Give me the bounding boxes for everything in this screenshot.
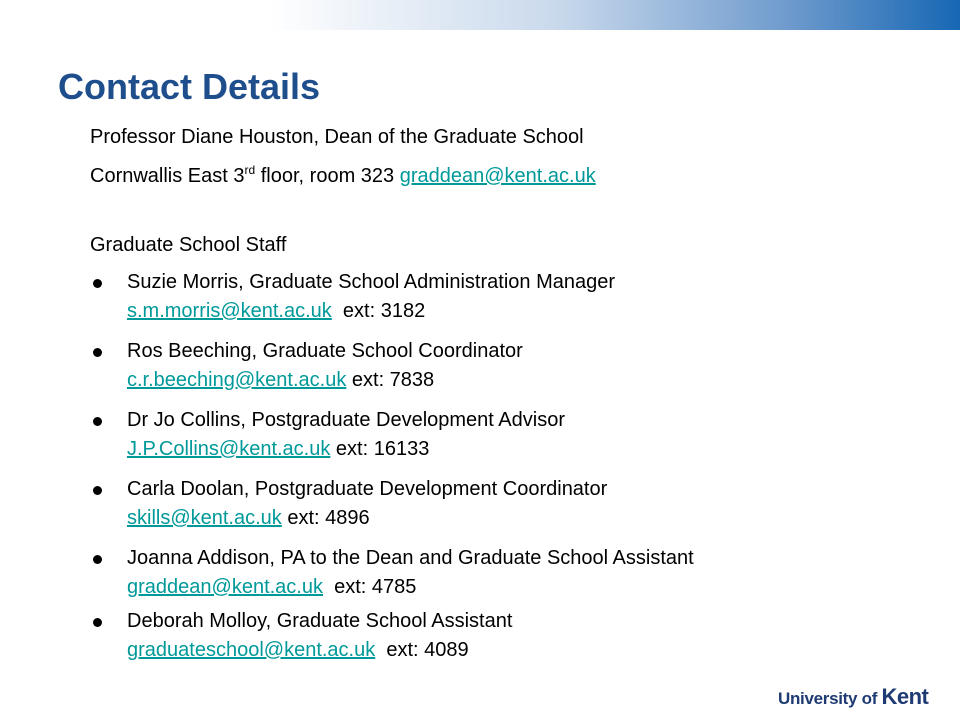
staff-email-link[interactable]: skills@kent.ac.uk (127, 507, 282, 529)
bullet-icon (93, 348, 102, 357)
staff-ext: ext: 16133 (335, 438, 430, 460)
staff-email-link[interactable]: graduateschool@kent.ac.uk (127, 639, 376, 661)
logo-prefix: University of (778, 689, 882, 708)
staff-contact (127, 638, 469, 662)
dean-location-line (90, 164, 596, 188)
staff-name: Suzie Morris, Graduate School Administration Manager (127, 271, 616, 293)
staff-contact (127, 299, 425, 323)
staff-contact (127, 437, 429, 461)
dean-location-prefix: Cornwallis East 3 (90, 165, 245, 187)
slide-title: Contact Details (58, 66, 321, 107)
staff-contact (127, 575, 416, 599)
bullet-icon (93, 486, 102, 495)
bullet-icon (93, 279, 102, 288)
bullet-icon (93, 618, 102, 627)
staff-ext: ext: 3182 (342, 300, 426, 322)
staff-ext: ext: 7838 (351, 369, 435, 391)
staff-email-link[interactable]: graddean@kent.ac.uk (127, 576, 323, 598)
dean-location-suffix: floor, room 323 (255, 165, 400, 187)
bullet-icon (93, 417, 102, 426)
staff-contact (127, 506, 370, 530)
staff-email-link[interactable]: c.r.beeching@kent.ac.uk (127, 369, 347, 391)
staff-name: Ros Beeching, Graduate School Coordinator (127, 340, 523, 362)
header-gradient-band (0, 0, 960, 30)
logo-name: Kent (881, 684, 929, 709)
bullet-icon (93, 555, 102, 564)
staff-email-link[interactable]: s.m.morris@kent.ac.uk (127, 300, 332, 322)
staff-contact (127, 368, 434, 392)
staff-heading: Graduate School Staff (90, 234, 287, 256)
dean-email-link[interactable]: graddean@kent.ac.uk (399, 165, 596, 187)
staff-ext: ext: 4785 (334, 576, 417, 598)
staff-name: Dr Jo Collins, Postgraduate Development Advisor (127, 409, 565, 431)
university-logo (778, 684, 928, 712)
staff-name: Deborah Molloy, Graduate School Assistant (127, 610, 513, 632)
staff-ext: ext: 4089 (386, 639, 469, 661)
staff-name: Carla Doolan, Postgraduate Development Coordinator (127, 478, 608, 500)
staff-email-link[interactable]: J.P.Collins@kent.ac.uk (127, 438, 331, 460)
dean-name-line: Professor Diane Houston, Dean of the Graduate School (90, 126, 584, 148)
staff-name: Joanna Addison, PA to the Dean and Graduate School Assistant (127, 547, 694, 569)
dean-location-superscript: rd (244, 163, 256, 177)
staff-ext: ext: 4896 (287, 507, 370, 529)
